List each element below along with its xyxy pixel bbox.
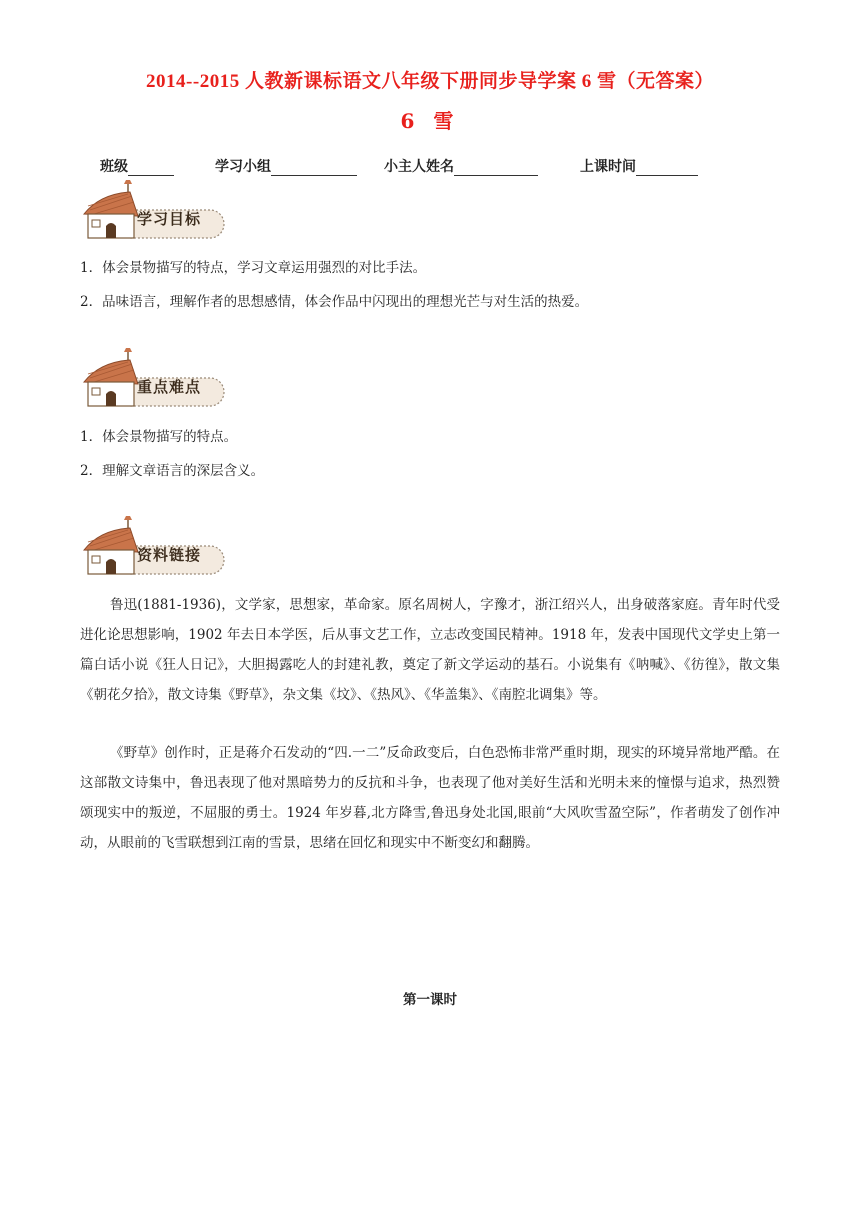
key-point-item-1: 1．体会景物描写的特点。	[80, 429, 238, 445]
section-title-goals: 学习目标	[137, 210, 202, 228]
class-label: 班级	[100, 159, 128, 175]
class-time-blank[interactable]	[636, 161, 698, 176]
document-subtitle: 6 雪	[400, 109, 460, 133]
group-field	[215, 156, 357, 176]
materials-paragraph-2: 《野草》创作时，正是蒋介石发动的“四.一二”反命政变后，白色恐怖非常严重时期，现实的环境异常地严酷。在这部散文诗集中，鲁迅表现了他对黑暗势力的反抗和斗争，也表现了他对美好生活和光明未来的憧憬与追求，热烈赞颂现实中的叛逆，不屈服的勇士。1924 年岁暮,北方降雪,鲁迅身处北国,眼前“大风吹雪盈空际”，作者萌发了创作冲动，从眼前的飞雪联想到江南的雪景，思绪在回忆和现实中不断变幻和翻腾。	[80, 745, 780, 851]
host-name-label: 小主人姓名	[384, 159, 454, 175]
goal-item-1: 1．体会景物描写的特点，学习文章运用强烈的对比手法。	[80, 260, 427, 276]
class-time-label: 上课时间	[580, 159, 636, 175]
section-badge-key-points	[80, 348, 230, 410]
materials-paragraph-1: 鲁迅(1881-1936)，文学家，思想家，革命家。原名周树人，字豫才，浙江绍兴人，出身破落家庭。青年时代受进化论思想影响，1902 年去日本学医，后从事文艺工作，立志改变国民精神。1918 年，发表中国现代文学史上第一篇白话小说《狂人日记》，大胆揭露吃人的封建礼教，奠定了新文学运动的基石。小说集有《呐喊》、《彷徨》，散文集《朝花夕拾》，散文诗集《野草》，杂文集《坟》、《热风》、《华盖集》、《南腔北调集》等。	[80, 597, 780, 703]
key-point-item-2: 2．理解文章语言的深层含义。	[80, 463, 265, 479]
lesson-heading: 第一课时	[403, 992, 457, 1008]
class-blank[interactable]	[128, 161, 174, 176]
group-blank[interactable]	[271, 161, 357, 176]
section-title-key-points: 重点难点	[137, 378, 202, 396]
host-name-field	[384, 156, 538, 176]
section-badge-materials	[80, 516, 230, 578]
section-title-materials: 资料链接	[137, 546, 202, 564]
host-name-blank[interactable]	[454, 161, 538, 176]
class-field	[100, 156, 174, 176]
class-time-field	[580, 156, 698, 176]
goal-item-2: 2．品味语言，理解作者的思想感情，体会作品中闪现出的理想光芒与对生活的热爱。	[80, 294, 589, 310]
student-info-row	[0, 156, 860, 176]
section-badge-goals	[80, 180, 230, 242]
group-label: 学习小组	[215, 159, 271, 175]
document-title: 2014--2015 人教新课标语文八年级下册同步导学案 6 雪（无答案）	[146, 71, 714, 92]
